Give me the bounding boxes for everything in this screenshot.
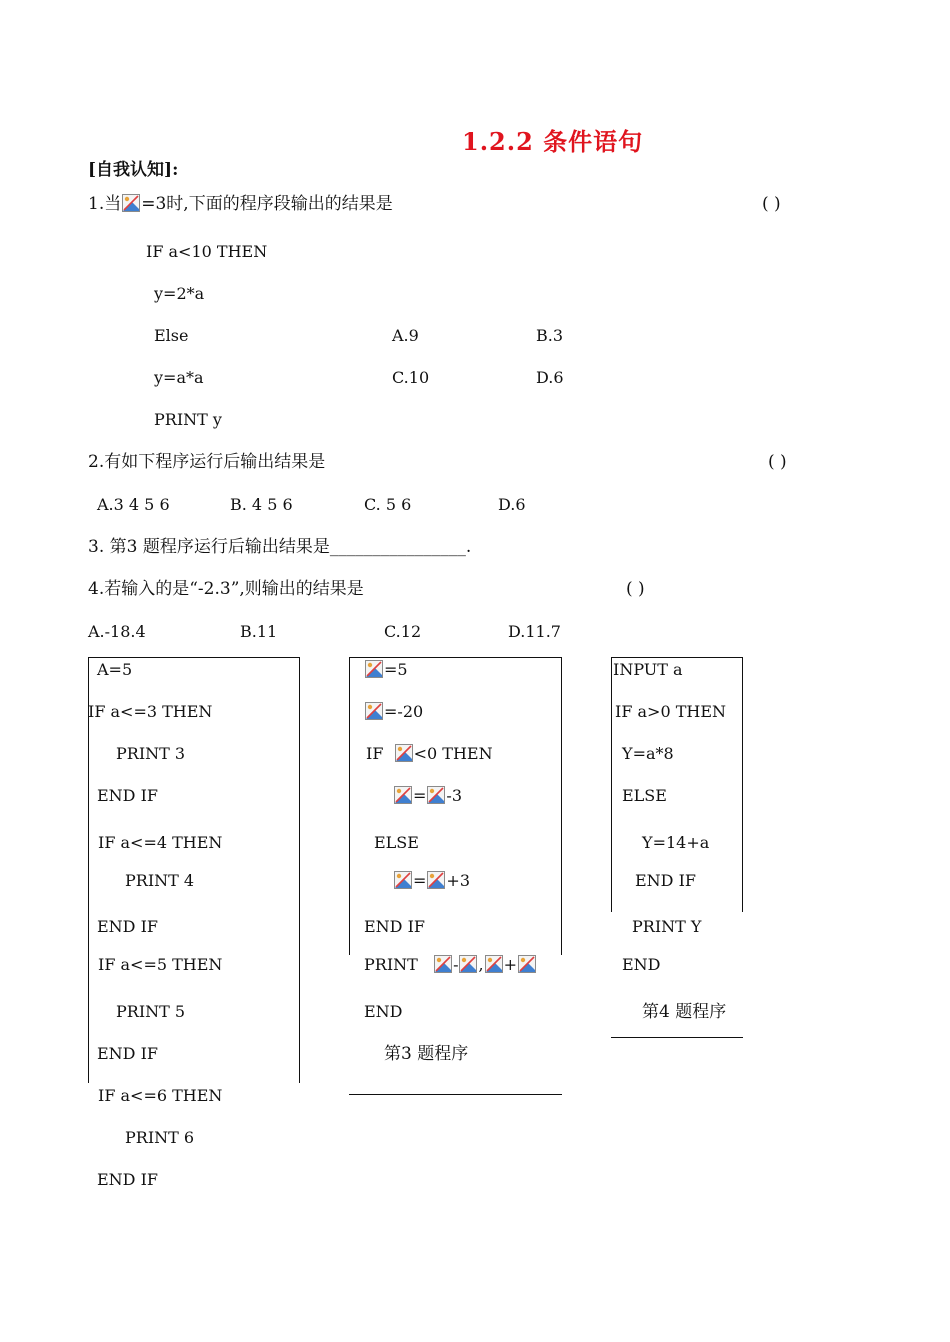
box-2-line: END IF [364, 917, 426, 936]
box-1-line: IF a<=5 THEN [98, 955, 223, 974]
box-2-text: PRINT [364, 955, 418, 974]
option-b: B.3 [536, 326, 564, 345]
box-2-text: = [413, 871, 427, 890]
broken-image-icon [395, 744, 413, 762]
box-2-line: END [364, 1002, 403, 1021]
box-2-text: =5 [384, 660, 408, 679]
box-1-top-border [88, 657, 300, 658]
broken-image-icon [485, 955, 503, 973]
box-3-line: Y=14+a [642, 833, 710, 852]
box-2-text: = [413, 786, 427, 805]
question-4: 4.若输入的是“-2.3”,则输出的结果是 [88, 579, 364, 599]
question-2: 2.有如下程序运行后输出结果是 [88, 452, 326, 472]
box-2-text: IF [366, 744, 384, 763]
box-1-line: PRINT 3 [116, 744, 186, 763]
q1-code-line: Else [154, 326, 189, 345]
option-a: A.-18.4 [88, 622, 146, 641]
option-a: A.9 [392, 326, 419, 345]
answer-bracket-2: ( ) [768, 452, 787, 472]
answer-bracket-4: ( ) [626, 579, 645, 599]
box-2-line: ELSE [374, 833, 419, 852]
box-2-line [393, 870, 470, 892]
q1-code-line: PRINT y [154, 410, 222, 429]
box-3-line: END IF [635, 871, 697, 890]
option-d: D.6 [498, 495, 526, 514]
question-1-prefix: 1.当 [88, 194, 122, 214]
broken-image-icon [459, 955, 477, 973]
box-2-text: - [453, 955, 459, 974]
broken-image-icon [427, 871, 445, 889]
broken-image-icon [518, 955, 536, 973]
option-d: D.6 [536, 368, 564, 387]
option-c: C.10 [392, 368, 430, 387]
box-3-top-border [611, 657, 743, 658]
box-1-line: PRINT 4 [125, 871, 195, 890]
broken-image-icon [365, 702, 383, 720]
box-2-caption: 第3 题程序 [384, 1044, 469, 1064]
box-1-line: IF a<=3 THEN [88, 702, 213, 721]
box-1-line: PRINT 5 [116, 1002, 186, 1021]
box-2-bottom-rule [349, 1094, 562, 1095]
box-2-line [366, 743, 493, 765]
box-2-line [393, 785, 462, 807]
box-2-text: +3 [446, 871, 470, 890]
section-heading: [自我认知]: [88, 160, 179, 180]
box-3-line: ELSE [622, 786, 667, 805]
box-3-right-border [742, 657, 743, 912]
box-3-line: INPUT a [613, 660, 683, 679]
broken-image-icon [394, 786, 412, 804]
box-1-line: A=5 [97, 660, 133, 679]
box-1-line: END IF [97, 917, 159, 936]
box-1-line: PRINT 6 [125, 1128, 195, 1147]
page-title: 1.2.2 条件语句 [462, 127, 644, 156]
box-3-line: PRINT Y [632, 917, 702, 936]
question-1-text: =3时,下面的程序段输出的结果是 [141, 194, 393, 214]
box-2-line [364, 701, 423, 723]
broken-image-icon [365, 660, 383, 678]
q1-code-line: y=2*a [154, 284, 205, 303]
box-2-text: , [478, 955, 484, 974]
q1-code-line: IF a<10 THEN [146, 242, 268, 261]
box-3-caption: 第4 题程序 [642, 1002, 727, 1022]
box-2-left-border [349, 657, 350, 955]
box-1-line: IF a<=4 THEN [98, 833, 223, 852]
option-c: C.12 [384, 622, 422, 641]
box-1-line: END IF [97, 1170, 159, 1189]
box-1-line: IF a<=6 THEN [98, 1086, 223, 1105]
q1-code-line: y=a*a [154, 368, 204, 387]
broken-image-icon [394, 871, 412, 889]
option-b: B.11 [240, 622, 278, 641]
box-2-line [364, 659, 408, 681]
broken-image-icon [434, 955, 452, 973]
option-a: A.3 4 5 6 [97, 495, 170, 514]
box-1-line: END IF [97, 1044, 159, 1063]
box-3-left-border [611, 657, 612, 912]
box-3-bottom-rule [611, 1037, 743, 1038]
box-3-line: END [622, 955, 661, 974]
box-2-top-border [349, 657, 562, 658]
option-c: C. 5 6 [364, 495, 412, 514]
question-3: 3. 第3 题程序运行后输出结果是________________. [88, 537, 472, 557]
box-2-text: + [503, 955, 517, 974]
option-b: B. 4 5 6 [230, 495, 293, 514]
broken-image-icon [427, 786, 445, 804]
box-2-text: -3 [446, 786, 462, 805]
answer-bracket-1: ( ) [762, 194, 781, 214]
box-2-text: <0 THEN [413, 744, 493, 763]
question-1 [88, 193, 393, 215]
box-1-line: END IF [97, 786, 159, 805]
box-3-line: IF a>0 THEN [615, 702, 727, 721]
box-1-right-border [299, 657, 300, 1083]
box-3-line: Y=a*8 [622, 744, 674, 763]
box-2-text: =-20 [384, 702, 424, 721]
box-2-right-border [561, 657, 562, 955]
broken-image-icon [122, 194, 140, 212]
option-d: D.11.7 [508, 622, 561, 641]
box-2-line [364, 954, 537, 976]
